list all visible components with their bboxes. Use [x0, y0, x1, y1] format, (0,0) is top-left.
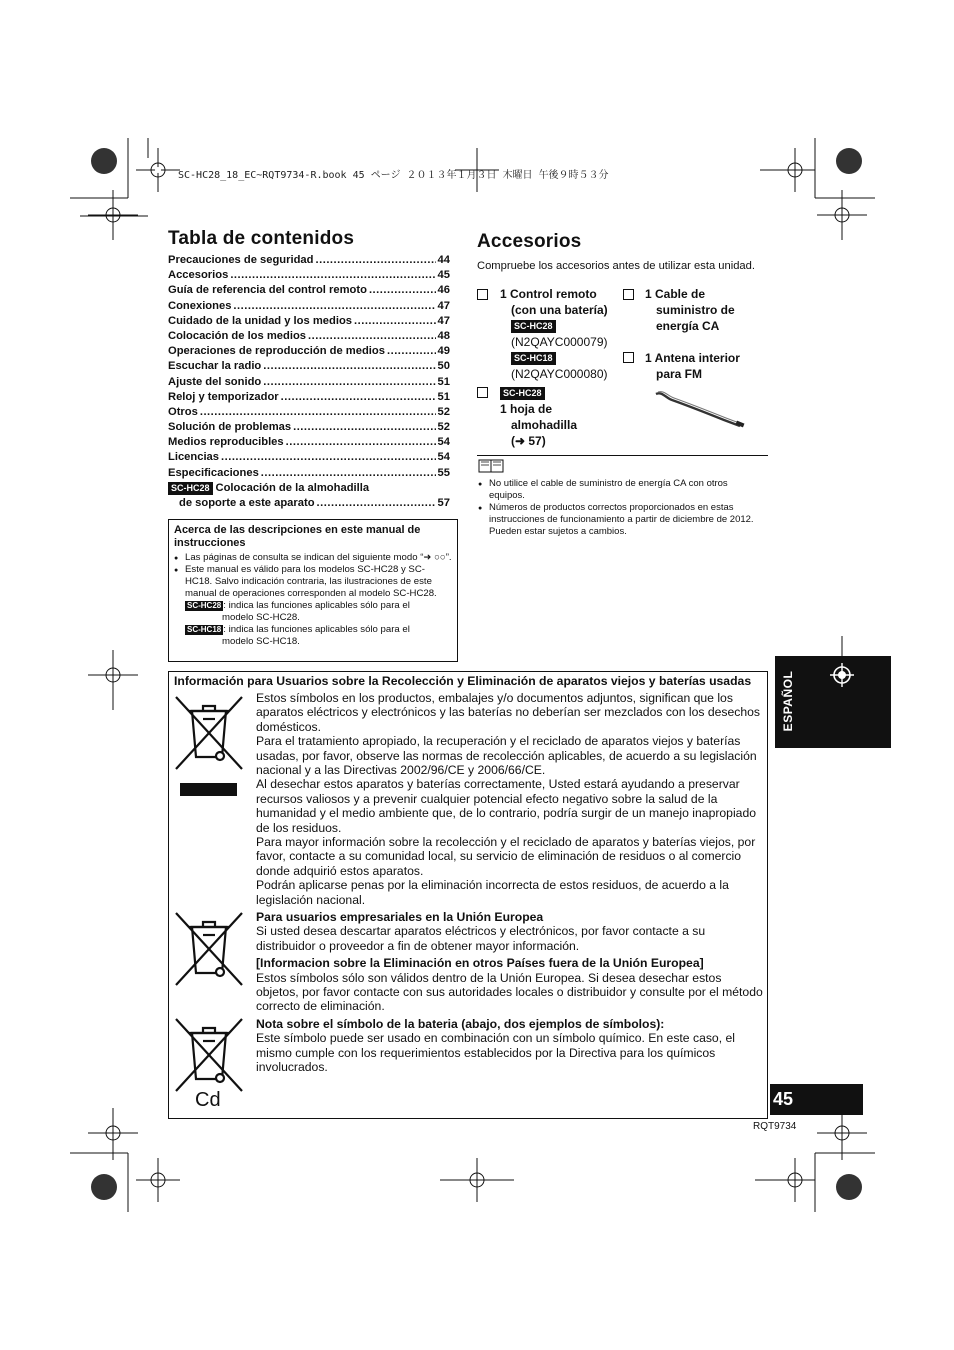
language-label: ESPAÑOL: [781, 670, 795, 732]
battery-paragraph: Este símbolo puede ser usado en combinación con un símbolo químico. En este caso, el mismo cumple con los requerimientos establecidos por la Directiva para los químicos involucrados.: [256, 1031, 735, 1075]
acc-pad-line1: 1 hoja de: [500, 402, 553, 416]
note-badge-line: SC-HC18 : indica las funciones aplicables sólo para el: [187, 624, 410, 635]
acc-cable-line2: suministro de: [656, 303, 735, 317]
toc-entry[interactable]: Precauciones de seguridad ..... 44: [168, 254, 450, 269]
fm-antenna-illustration: [652, 388, 746, 432]
toc-entry[interactable]: Guía de referencia del control remoto ..... 46: [168, 284, 450, 299]
model-badge: SC-HC18: [511, 352, 556, 365]
toc-entry[interactable]: Conexiones ..... 47: [168, 300, 450, 315]
battery-heading: Nota sobre el símbolo de la bateria (abajo, dos ejemplos de símbolos):: [256, 1016, 665, 1031]
toc-entry[interactable]: Colocación de los medios ..... 48: [168, 330, 450, 345]
toc-title: Tabla de contenidos: [168, 228, 355, 249]
acc-cable-line1: 1 Cable de: [645, 287, 706, 301]
manual-description-box: [168, 519, 458, 662]
acc-code-hc28: (N2QAYC000079): [511, 335, 608, 349]
accessories-title: Accesorios: [477, 231, 582, 252]
note-badge-line-cont: modelo SC-HC18.: [222, 636, 300, 647]
disposal-paragraph: Al desechar estos aparatos y baterías correctamente, Usted estará ayudando a preservar recursos valiosos y a prevenir cualquier potencial efecto negativo sobre la salud de la humanidad y el medio ambiente que, de lo contrario, podría surgir de un manejo inapropiado de los residuos.: [256, 777, 757, 835]
checkbox-pad[interactable]: [477, 387, 488, 398]
business-heading: Para usuarios empresariales en la Unión Europea: [256, 910, 544, 924]
acc-pad-line2: almohadilla: [511, 418, 578, 432]
toc-entry[interactable]: Especificaciones ..... 55: [168, 467, 450, 482]
memo-list: [478, 478, 763, 538]
crossed-bin-icon: [172, 909, 246, 989]
outside-eu-paragraph: Estos símbolos sólo son válidos dentro de la Unión Europea. Si desea desechar estos objetos, por favor contacte con sus autoridades locales o distribuidor y consulte por el método correcto de eliminación.: [256, 970, 763, 1014]
file-info-line: SC-HC28_18_EC~RQT9734-R.book 45 ページ ２０１３年１月３日 木曜日 午後９時５３分: [178, 170, 609, 181]
toc-entry[interactable]: Operaciones de reproducción de medios ..... 49: [168, 345, 450, 360]
model-badge: SC-HC28: [187, 601, 222, 610]
toc-entry[interactable]: Escuchar la radio ..... 50: [168, 360, 450, 375]
acc-code-hc18: (N2QAYC000080): [511, 367, 608, 381]
registration-mark-icon: [830, 663, 854, 687]
acc-remote-line1: 1 Control remoto: [500, 287, 597, 301]
memo-item: ● No utilice el cable de suministro de energía CA con otros equipos.: [478, 478, 763, 502]
toc-entry[interactable]: Licencias ..... 54: [168, 451, 450, 466]
toc-entry[interactable]: Reloj y temporizador ..... 51: [168, 391, 450, 406]
toc-entry-badge-line[interactable]: SC-HC28 Colocación de la almohadilla: [168, 482, 450, 497]
model-badge: SC-HC28: [168, 482, 213, 495]
toc-entry[interactable]: Accesorios ..... 45: [168, 269, 450, 284]
toc-entry[interactable]: Cuidado de la unidad y los medios ..... 47: [168, 315, 450, 330]
page-number: 45: [773, 1089, 794, 1109]
model-badge: SC-HC28: [500, 387, 545, 400]
crossed-bin-icon: [172, 1015, 246, 1095]
business-paragraph: Si usted desea descartar aparatos eléctricos y electrónicos, por favor contacte a su distribuidor o proveedor a fin de obtener mayor información.: [256, 924, 706, 953]
crossed-bin-icon: [172, 693, 246, 801]
model-badge: SC-HC28: [511, 320, 556, 333]
disposal-paragraph: Para el tratamiento apropiado, la recuperación y el reciclado de aparatos viejos y baterías usadas, por favor, observe las normas de recolección aplicables, de acuerdo a su legislación nacional y a las Directivas 2002/96/CE y 2006/66/CE.: [256, 734, 757, 778]
toc-entry[interactable]: Ajuste del sonido ..... 51: [168, 376, 450, 391]
toc-entry[interactable]: Medios reproducibles ..... 54: [168, 436, 450, 451]
disposal-paragraph: Estos símbolos en los productos, embalajes y/o documentos adjuntos, significan que los aparatos eléctricos y electrónicos y las baterías no deberían ser mezclados con los desechos domésticos.: [256, 691, 761, 734]
note-badge-line-cont: modelo SC-HC28.: [222, 612, 300, 623]
disposal-paragraph: Para mayor información sobre la recolección y el reciclado de aparatos y baterías viejos, por favor, contacte a su comunidad local, su servicio de eliminación de residuos o al comercio donde adquirió estos aparatos.: [256, 835, 756, 878]
chemical-symbol: Cd: [195, 1089, 221, 1111]
checkbox-remote[interactable]: [477, 289, 488, 300]
outside-eu-heading: [Informacion sobre la Eliminación en otros Países fuera de la Unión Europea]: [256, 956, 704, 971]
acc-remote-line2: (con una batería): [511, 303, 608, 317]
memo-book-icon: [478, 459, 504, 473]
note-item: ● Este manual es válido para los modelos SC-HC28 y SC-HC18. Salvo indicación contraria, las ilustraciones de este manual de operaciones corresponden al modelo SC-HC28.: [174, 564, 452, 600]
business-section: [256, 910, 766, 1074]
checkbox-cable[interactable]: [623, 289, 634, 300]
note-title: Acerca de las descripciones en este manual de instrucciones: [174, 524, 421, 549]
separator-line: [477, 455, 768, 456]
note-item: ● Las páginas de consulta se indican del siguiente modo “➜ ○○”.: [174, 552, 452, 564]
document-code: RQT9734: [753, 1121, 797, 1132]
toc-entry[interactable]: Otros ..... 52: [168, 406, 450, 421]
disposal-paragraph: Podrán aplicarse penas por la eliminación incorrecta de estos residuos, de acuerdo a la legislación nacional.: [256, 878, 729, 907]
memo-item: ● Números de productos correctos proporcionados en estas instrucciones de funcionamiento a partir de diciembre de 2012. Pueden estar sujetos a cambios.: [478, 502, 763, 538]
acc-pad-line3: (➜ 57): [511, 434, 546, 448]
toc-list: [168, 254, 450, 512]
accessories-intro: Compruebe los accesorios antes de utilizar esta unidad.: [477, 260, 755, 272]
model-badge: SC-HC18: [187, 625, 222, 634]
acc-antenna-line1: 1 Antena interior: [645, 351, 740, 365]
toc-entry[interactable]: Solución de problemas ..... 52: [168, 421, 450, 436]
disposal-text-column: [256, 691, 766, 907]
note-badge-line: SC-HC28 : indica las funciones aplicables sólo para el: [187, 600, 410, 611]
acc-cable-line3: energía CA: [656, 319, 720, 333]
acc-antenna-line2: para FM: [656, 367, 703, 381]
toc-entry-last[interactable]: de soporte a este aparato ..... 57: [168, 497, 450, 512]
disposal-info-title: Información para Usuarios sobre la Recolección y Eliminación de aparatos viejos y baterías usadas: [174, 674, 752, 688]
checkbox-antenna[interactable]: [623, 352, 634, 363]
